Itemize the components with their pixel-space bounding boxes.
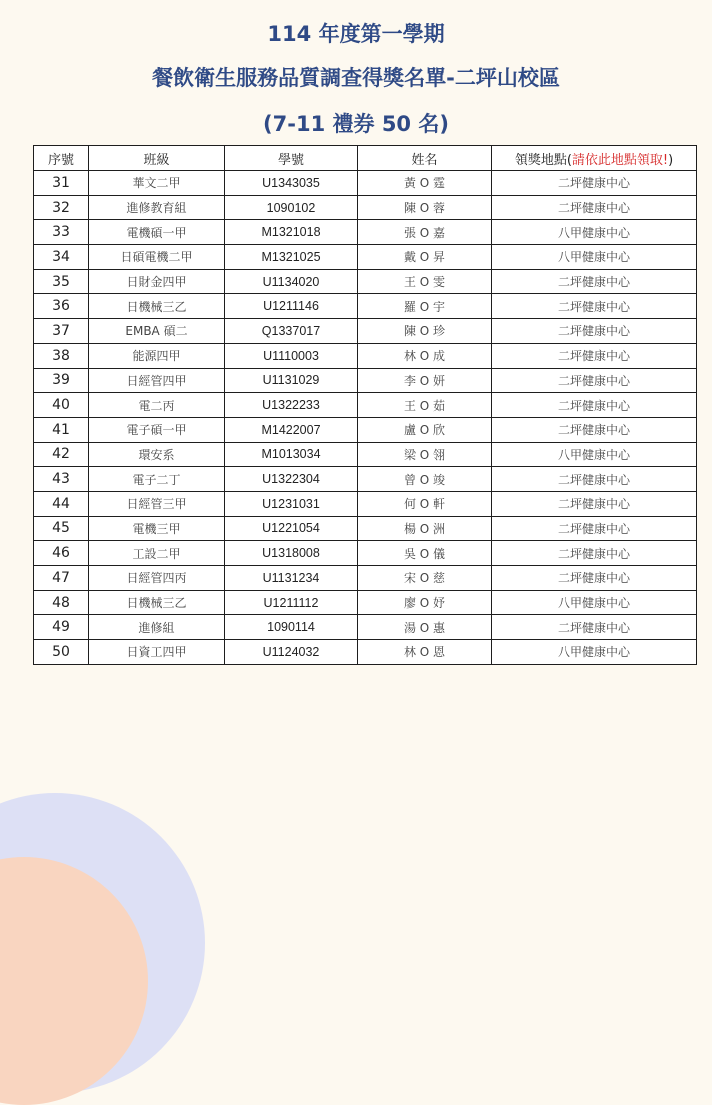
cell-student-id: U1131234 [225, 566, 358, 591]
table-row [34, 516, 697, 541]
winners-table [33, 145, 697, 665]
table-row [34, 171, 697, 196]
cell-name: 林 O 成 [358, 343, 492, 368]
cell-student-id: U1221054 [225, 516, 358, 541]
cell-name: 戴 O 昇 [358, 245, 492, 270]
cell-no: 31 [34, 171, 89, 196]
cell-student-id: U1134020 [225, 269, 358, 294]
cell-name: 盧 O 欣 [358, 417, 492, 442]
cell-student-id: U1211112 [225, 590, 358, 615]
header-student-id: 學號 [225, 146, 358, 171]
cell-name: 梁 O 翎 [358, 442, 492, 467]
cell-name: 廖 O 妤 [358, 590, 492, 615]
cell-no: 50 [34, 640, 89, 665]
cell-class: 電二丙 [89, 393, 225, 418]
cell-class: 華文二甲 [89, 171, 225, 196]
cell-no: 33 [34, 220, 89, 245]
cell-class: 日經管四甲 [89, 368, 225, 393]
cell-class: 日經管三甲 [89, 491, 225, 516]
cell-no: 48 [34, 590, 89, 615]
cell-class: 能源四甲 [89, 343, 225, 368]
cell-student-id: U1343035 [225, 171, 358, 196]
cell-student-id: U1131029 [225, 368, 358, 393]
cell-location: 二坪健康中心 [492, 541, 697, 566]
cell-student-id: U1110003 [225, 343, 358, 368]
cell-class: 電子碩一甲 [89, 417, 225, 442]
table-row [34, 294, 697, 319]
cell-class: 電機碩一甲 [89, 220, 225, 245]
cell-name: 張 O 嘉 [358, 220, 492, 245]
header-name: 姓名 [358, 146, 492, 171]
header-class: 班級 [89, 146, 225, 171]
cell-name: 何 O 軒 [358, 491, 492, 516]
cell-no: 37 [34, 319, 89, 344]
cell-class: 電子二丁 [89, 467, 225, 492]
cell-location: 二坪健康中心 [492, 516, 697, 541]
cell-student-id: 1090114 [225, 615, 358, 640]
header-location-suffix: ) [668, 152, 674, 168]
cell-class: 日資工四甲 [89, 640, 225, 665]
cell-name: 王 O 雯 [358, 269, 492, 294]
cell-name: 楊 O 洲 [358, 516, 492, 541]
header-location-prefix: 領獎地點( [514, 152, 572, 168]
cell-location: 二坪健康中心 [492, 195, 697, 220]
cell-no: 44 [34, 491, 89, 516]
cell-name: 李 O 妍 [358, 368, 492, 393]
cell-no: 38 [34, 343, 89, 368]
table-row [34, 590, 697, 615]
cell-no: 39 [34, 368, 89, 393]
cell-location: 八甲健康中心 [492, 640, 697, 665]
cell-student-id: M1321018 [225, 220, 358, 245]
table-row [34, 195, 697, 220]
cell-location: 二坪健康中心 [492, 319, 697, 344]
table-header-row [34, 146, 697, 171]
cell-no: 34 [34, 245, 89, 270]
cell-no: 49 [34, 615, 89, 640]
table-row [34, 245, 697, 270]
cell-name: 羅 O 宇 [358, 294, 492, 319]
table-row [34, 566, 697, 591]
table-row [34, 541, 697, 566]
cell-class: 日財金四甲 [89, 269, 225, 294]
table-row [34, 640, 697, 665]
cell-no: 47 [34, 566, 89, 591]
cell-location: 八甲健康中心 [492, 220, 697, 245]
cell-class: 電機三甲 [89, 516, 225, 541]
table-row [34, 442, 697, 467]
cell-no: 42 [34, 442, 89, 467]
cell-student-id: U1318008 [225, 541, 358, 566]
cell-student-id: U1322233 [225, 393, 358, 418]
cell-location: 八甲健康中心 [492, 442, 697, 467]
cell-location: 二坪健康中心 [492, 615, 697, 640]
cell-location: 二坪健康中心 [492, 269, 697, 294]
cell-class: 日機械三乙 [89, 294, 225, 319]
cell-student-id: U1231031 [225, 491, 358, 516]
cell-name: 陳 O 珍 [358, 319, 492, 344]
cell-student-id: 1090102 [225, 195, 358, 220]
cell-no: 46 [34, 541, 89, 566]
cell-class: 日經管四丙 [89, 566, 225, 591]
cell-name: 宋 O 慈 [358, 566, 492, 591]
cell-student-id: U1322304 [225, 467, 358, 492]
title-semester: 114 年度第一學期 [267, 22, 445, 46]
table-row [34, 269, 697, 294]
cell-student-id: M1013034 [225, 442, 358, 467]
cell-no: 40 [34, 393, 89, 418]
cell-location: 二坪健康中心 [492, 393, 697, 418]
cell-location: 二坪健康中心 [492, 417, 697, 442]
cell-student-id: M1422007 [225, 417, 358, 442]
table-body [34, 171, 697, 665]
cell-student-id: U1211146 [225, 294, 358, 319]
cell-location: 二坪健康中心 [492, 343, 697, 368]
table-row [34, 467, 697, 492]
cell-location: 二坪健康中心 [492, 171, 697, 196]
title-prize: (7-11 禮券 50 名) [263, 112, 449, 136]
cell-name: 陳 O 蓉 [358, 195, 492, 220]
cell-class: 日碩電機二甲 [89, 245, 225, 270]
table-row [34, 368, 697, 393]
cell-location: 八甲健康中心 [492, 590, 697, 615]
table-row [34, 491, 697, 516]
cell-name: 吳 O 儀 [358, 541, 492, 566]
header-location [492, 146, 697, 171]
cell-no: 45 [34, 516, 89, 541]
table-row [34, 615, 697, 640]
cell-class: 工設二甲 [89, 541, 225, 566]
cell-location: 二坪健康中心 [492, 294, 697, 319]
table-row [34, 393, 697, 418]
cell-student-id: M1321025 [225, 245, 358, 270]
cell-class: 環安系 [89, 442, 225, 467]
cell-no: 41 [34, 417, 89, 442]
cell-student-id: Q1337017 [225, 319, 358, 344]
cell-no: 32 [34, 195, 89, 220]
cell-student-id: U1124032 [225, 640, 358, 665]
cell-location: 二坪健康中心 [492, 566, 697, 591]
cell-class: EMBA 碩二 [89, 319, 225, 344]
cell-class: 進修教育組 [89, 195, 225, 220]
table-row [34, 343, 697, 368]
cell-class: 日機械三乙 [89, 590, 225, 615]
cell-no: 36 [34, 294, 89, 319]
cell-location: 二坪健康中心 [492, 467, 697, 492]
cell-name: 湯 O 惠 [358, 615, 492, 640]
header-location-note: 請依此地點領取! [571, 152, 669, 168]
cell-name: 黃 O 霆 [358, 171, 492, 196]
header-no: 序號 [34, 146, 89, 171]
cell-location: 八甲健康中心 [492, 245, 697, 270]
cell-name: 王 O 茹 [358, 393, 492, 418]
table-row [34, 417, 697, 442]
table-row [34, 319, 697, 344]
table-row [34, 220, 697, 245]
cell-location: 二坪健康中心 [492, 368, 697, 393]
cell-no: 43 [34, 467, 89, 492]
cell-location: 二坪健康中心 [492, 491, 697, 516]
title-award-list: 餐飲衛生服務品質調查得獎名單-二坪山校區 [152, 66, 560, 90]
cell-name: 林 O 恩 [358, 640, 492, 665]
cell-class: 進修組 [89, 615, 225, 640]
cell-no: 35 [34, 269, 89, 294]
cell-name: 曾 O 竣 [358, 467, 492, 492]
